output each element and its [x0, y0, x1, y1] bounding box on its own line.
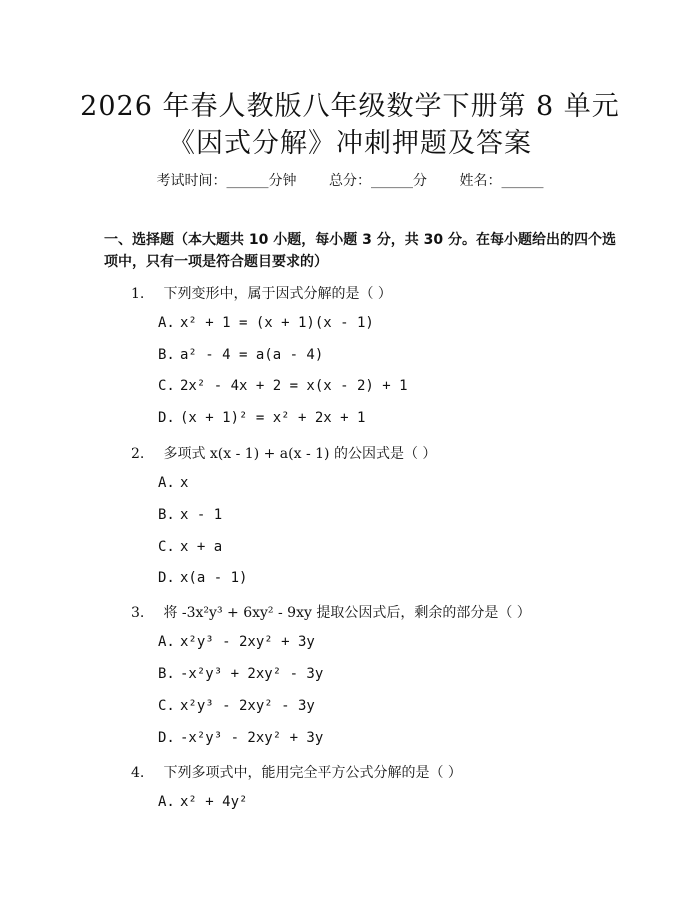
- option-text: x²y³ - 2xy² + 3y: [180, 634, 315, 650]
- option-label: A.: [158, 794, 175, 810]
- option-label: A.: [158, 475, 175, 491]
- question-text: 下列多项式中，能用完全平方公式分解的是（ ）: [163, 765, 462, 781]
- option-text: x² + 1 = (x + 1)(x - 1): [180, 315, 374, 331]
- option-text: -x²y³ - 2xy² + 3y: [180, 730, 324, 746]
- question-3: [131, 602, 531, 622]
- total-score-field: 总分：______分: [329, 173, 427, 189]
- option-2c: [158, 539, 222, 555]
- option-label: C.: [158, 698, 175, 714]
- option-text: x(a - 1): [180, 570, 248, 586]
- question-text: 将 -3x²y³ + 6xy² - 9xy 提取公因式后，剩余的部分是（ ）: [163, 605, 531, 621]
- student-name-field: 姓名：______: [459, 173, 544, 189]
- exam-time-field: 考试时间：______分钟: [156, 173, 297, 189]
- option-label: C.: [158, 539, 175, 555]
- question-text: 下列变形中，属于因式分解的是（ ）: [163, 286, 392, 302]
- option-label: C.: [158, 378, 175, 394]
- option-text: (x + 1)² = x² + 2x + 1: [180, 410, 366, 426]
- option-label: B.: [158, 666, 175, 682]
- option-3b: [158, 666, 323, 682]
- option-1b: [158, 347, 323, 363]
- option-text: x + a: [180, 539, 223, 555]
- option-label: A.: [158, 315, 175, 331]
- option-3d: [158, 730, 323, 746]
- question-2: [131, 443, 436, 463]
- option-label: D.: [158, 570, 175, 586]
- option-label: D.: [158, 410, 175, 426]
- section-heading: 一、选择题（本大题共 10 小题，每小题 3 分，共 30 分。在每小题给出的四个选项中，只有一项是符合题目要求的）: [104, 232, 616, 270]
- option-3a: [158, 634, 315, 650]
- option-1a: [158, 315, 374, 331]
- exam-meta: [0, 170, 700, 190]
- option-3c: [158, 698, 315, 714]
- question-1: [131, 283, 392, 303]
- question-text: 多项式 x(x - 1) + a(x - 1) 的公因式是（ ）: [163, 446, 437, 462]
- question-4: [131, 762, 462, 782]
- option-label: B.: [158, 347, 175, 363]
- title-line-2: 《因式分解》冲刺押题及答案: [168, 128, 532, 159]
- question-number: 4.: [131, 765, 145, 781]
- option-text: -x²y³ + 2xy² - 3y: [180, 666, 324, 682]
- question-number: 3.: [131, 605, 145, 621]
- option-2b: [158, 507, 222, 523]
- option-label: A.: [158, 634, 175, 650]
- option-1c: [158, 378, 408, 394]
- option-4a: [158, 794, 247, 810]
- option-2a: [158, 475, 188, 491]
- option-2d: [158, 570, 247, 586]
- option-text: a² - 4 = a(a - 4): [180, 347, 324, 363]
- option-text: x - 1: [180, 507, 223, 523]
- option-text: x: [180, 475, 189, 491]
- option-text: x² + 4y²: [180, 794, 248, 810]
- option-label: B.: [158, 507, 175, 523]
- option-text: 2x² - 4x + 2 = x(x - 2) + 1: [180, 378, 408, 394]
- question-number: 2.: [131, 446, 145, 462]
- title-line-1: 2026 年春人教版八年级数学下册第 8 单元: [80, 91, 620, 122]
- option-text: x²y³ - 2xy² - 3y: [180, 698, 315, 714]
- option-1d: [158, 410, 365, 426]
- question-number: 1.: [131, 286, 145, 302]
- option-label: D.: [158, 730, 175, 746]
